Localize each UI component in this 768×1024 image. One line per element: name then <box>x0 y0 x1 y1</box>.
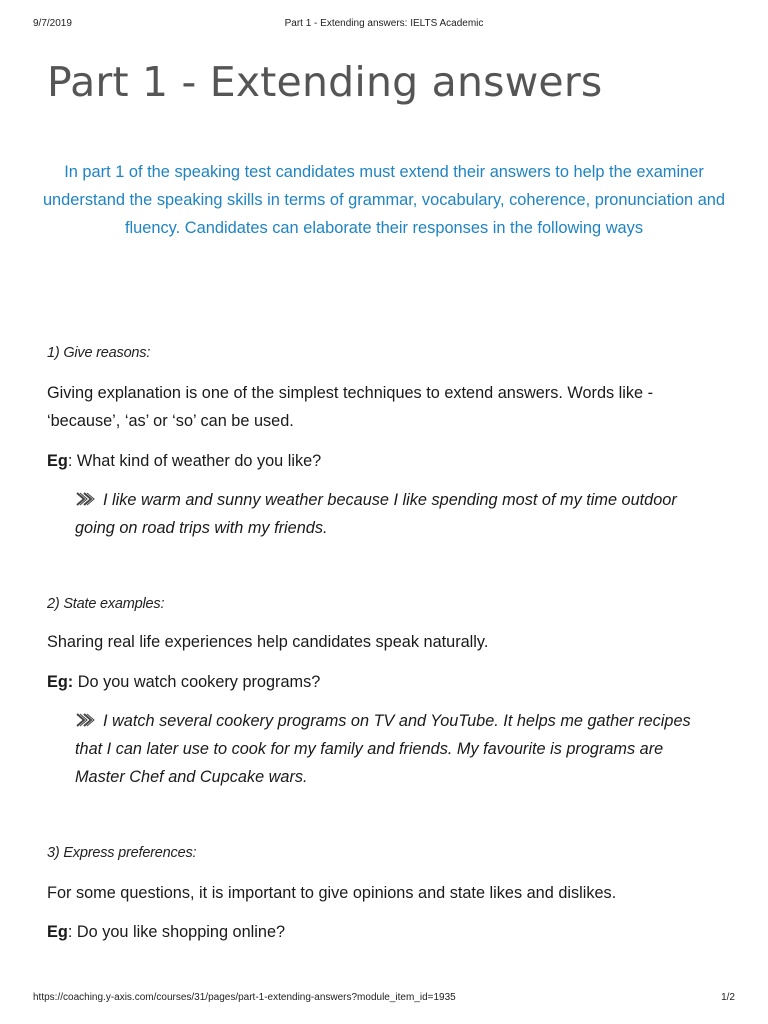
print-url: https://coaching.y-axis.com/courses/31/pages/part-1-extending-answers?module_item_id=1935 <box>33 992 456 1003</box>
double-chevron-right-icon <box>75 709 99 725</box>
section-text-give-reasons: Giving explanation is one of the simplest techniques to extend answers. Words like - ‘because’, ‘as’ or ‘so’ can be used. <box>47 384 654 430</box>
eg-separator: : <box>67 923 73 941</box>
print-date: 9/7/2019 <box>33 18 72 29</box>
answer-text: I watch several cookery programs on TV and YouTube. It helps me gather recipes that I can later use to cook for my family and friends. My favourite is programs are Master Chef and Cupcake wars. <box>75 712 691 786</box>
eg-question: What kind of weather do you like? <box>72 452 322 470</box>
intro-paragraph: In part 1 of the speaking test candidates must extend their answers to help the examiner understand the speaking skills in terms of grammar, vocabulary, coherence, pronunciation and fluency. Candidates can elaborate their responses in the following ways <box>42 163 726 237</box>
example-question-express-preferences <box>47 918 727 946</box>
answer-text: I like warm and sunny weather because I like spending most of my time outdoor going on road trips with my friends. <box>75 491 677 537</box>
double-chevron-right-icon <box>75 488 99 504</box>
print-header <box>0 18 768 32</box>
page-number: 1/2 <box>721 992 735 1003</box>
page-title: Part 1 - Extending answers <box>47 58 603 106</box>
example-answer-state-examples <box>75 707 715 791</box>
section-text-state-examples: Sharing real life experiences help candidates speak naturally. <box>47 633 489 651</box>
eg-label: Eg: <box>47 673 74 691</box>
print-doc-title: Part 1 - Extending answers: IELTS Academic <box>284 18 484 29</box>
section-heading-express-preferences: 3) Express preferences: <box>47 845 197 861</box>
section-heading-state-examples: 2) State examples: <box>47 596 165 612</box>
section-heading-give-reasons: 1) Give reasons: <box>47 345 151 361</box>
example-answer-give-reasons <box>75 486 715 542</box>
section-text-express-preferences: For some questions, it is important to give opinions and state likes and dislikes. <box>47 884 617 902</box>
eg-question: Do you watch cookery programs? <box>73 673 321 691</box>
print-footer <box>0 992 768 1006</box>
eg-question: Do you like shopping online? <box>72 923 286 941</box>
example-question-state-examples <box>47 668 727 696</box>
eg-label: Eg <box>47 452 68 470</box>
example-question-give-reasons <box>47 447 727 475</box>
eg-label: Eg <box>47 923 68 941</box>
eg-separator: : <box>67 452 73 470</box>
